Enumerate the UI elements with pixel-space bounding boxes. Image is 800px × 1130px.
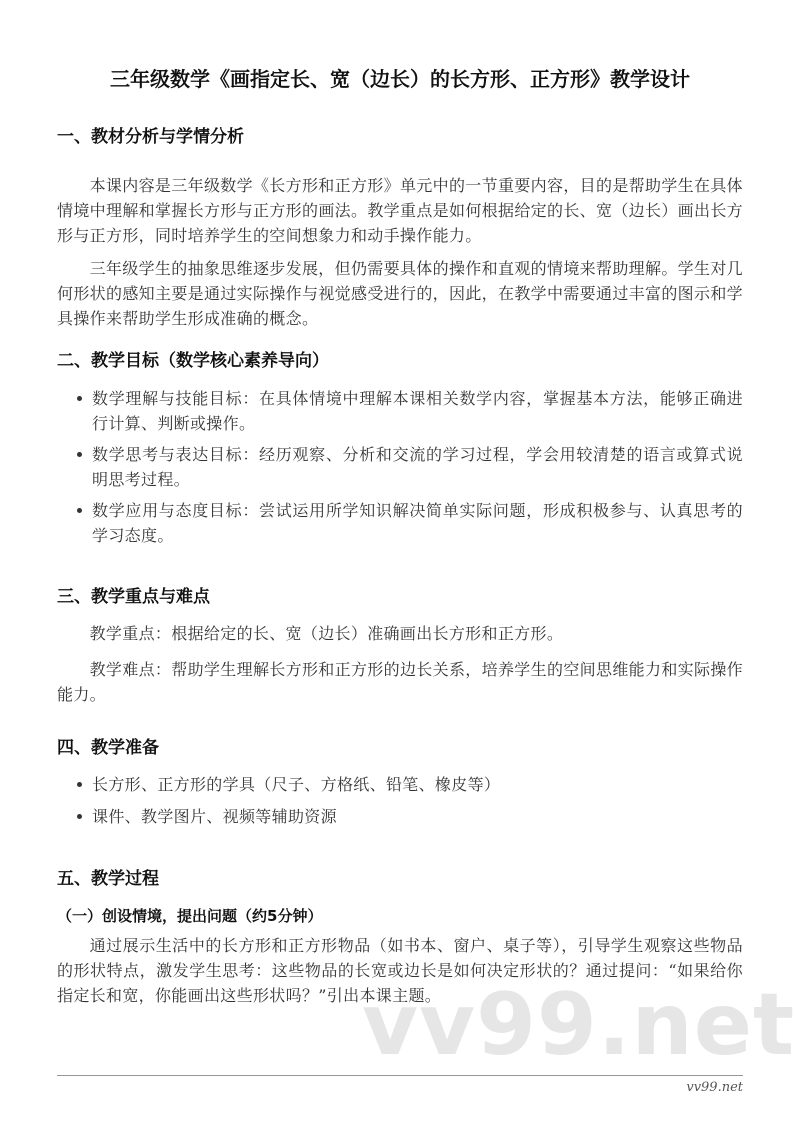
watermark: vv99.net (362, 975, 796, 1075)
list-item: 课件、教学图片、视频等辅助资源 (92, 804, 743, 829)
section-heading-2: 二、教学目标（数学核心素养导向） (57, 351, 329, 371)
list-item: 数学理解与技能目标：在具体情境中理解本课相关数学内容，掌握基本方法，能够正确进行计算、判断或操作。 (92, 386, 743, 436)
document-title: 三年级数学《画指定长、宽（边长）的长方形、正方形》教学设计 (110, 67, 690, 91)
footer-divider (57, 1075, 743, 1076)
paragraph: 三年级学生的抽象思维逐步发展，但仍需要具体的操作和直观的情境来帮助理解。学生对几何形状的感知主要是通过实际操作与视觉感受进行的，因此，在教学中需要通过丰富的图示和学具操作来帮助学生形成准确的概念。 (57, 259, 743, 328)
paragraph: 本课内容是三年级数学《长方形和正方形》单元中的一节重要内容，目的是帮助学生在具体情境中理解和掌握长方形与正方形的画法。教学重点是如何根据给定的长、宽（边长）画出长方形与正方形，同时培养学生的空间想象力和动手操作能力。 (57, 176, 743, 245)
list-item: 数学应用与态度目标：尝试运用所学知识解决简单实际问题，形成积极参与、认真思考的学习态度。 (92, 498, 743, 548)
section-heading-5: 五、教学过程 (57, 869, 159, 889)
paragraph: 教学难点：帮助学生理解长方形和正方形的边长关系，培养学生的空间思维能力和实际操作能力。 (57, 660, 743, 704)
subsection-heading: （一）创设情境，提出问题（约5分钟） (57, 907, 323, 925)
list-item: 长方形、正方形的学具（尺子、方格纸、铅笔、橡皮等） (92, 772, 743, 797)
footer-site: vv99.net (686, 1080, 743, 1095)
section-heading-3: 三、教学重点与难点 (57, 587, 210, 607)
paragraph: 教学重点：根据给定的长、宽（边长）准确画出长方形和正方形。 (89, 624, 564, 643)
paragraph: 通过展示生活中的长方形和正方形物品（如书本、窗户、桌子等），引导学生观察这些物品的形状特点，激发学生思考：这些物品的长宽或边长是如何决定形状的？通过提问：“如果给你指定长和宽，你能画出这些形状吗？”引出本课主题。 (57, 936, 743, 1005)
section-heading-4: 四、教学准备 (57, 738, 159, 758)
section-heading-1: 一、教材分析与学情分析 (57, 127, 244, 147)
list-item: 数学思考与表达目标：经历观察、分析和交流的学习过程，学会用较清楚的语言或算式说明思考过程。 (92, 442, 743, 492)
